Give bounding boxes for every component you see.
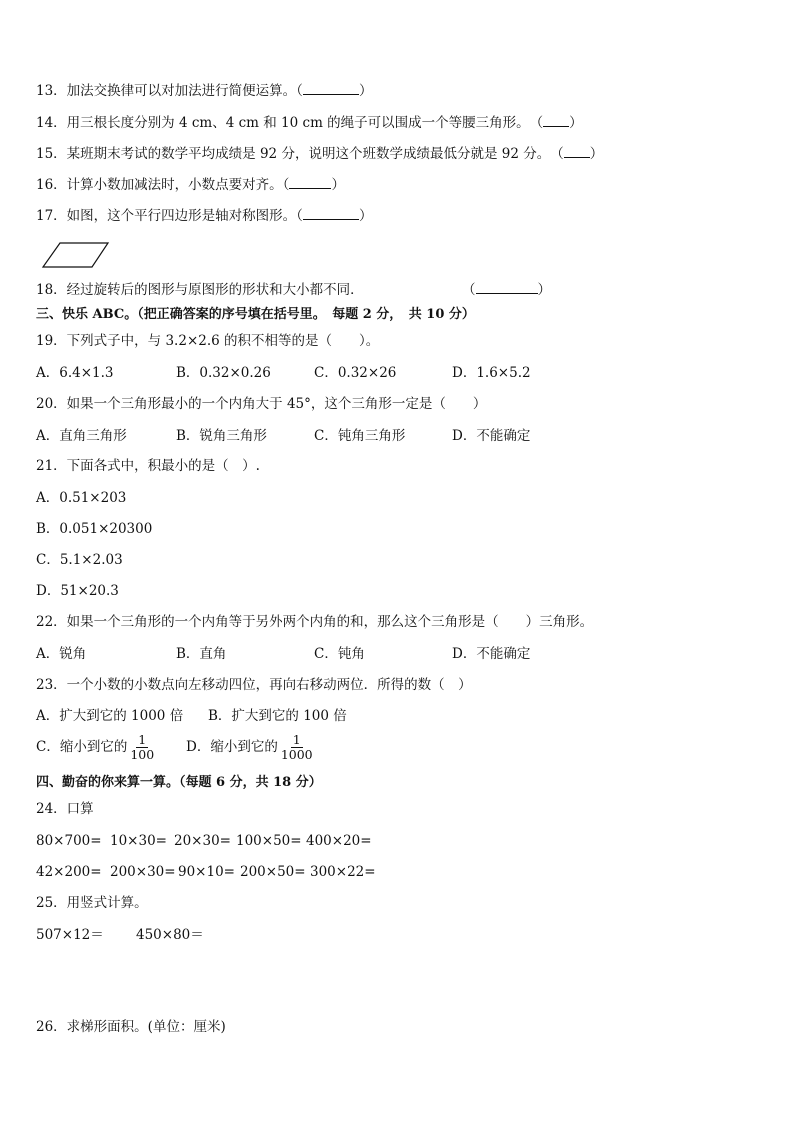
question-26-text: 26．求梯形面积。(单位：厘米) (36, 1019, 226, 1035)
fraction-one-hundredth: $\frac{1}{100}$ (130, 732, 155, 762)
oral-calc-item: 400×20= (306, 833, 372, 849)
question-13: 13．加法交换律可以对加法进行简便运算。（ ） (36, 83, 373, 99)
q19-option-c[interactable]: C．0.32×26 (314, 365, 397, 381)
q23-option-a[interactable]: A．扩大到它的 1000 倍 (36, 708, 184, 724)
q19-option-a[interactable]: A．6.4×1.3 (36, 365, 114, 381)
question-16-text: 16．计算小数加减法时，小数点要对齐。（ (36, 177, 290, 193)
answer-blank-15[interactable] (564, 145, 590, 158)
answer-blank-13[interactable] (303, 82, 359, 95)
section-3-heading: 三、快乐 ABC。（把正确答案的序号填在括号里。 每题 2 分， 共 10 分） (36, 307, 475, 322)
q19-option-b[interactable]: B．0.32×0.26 (176, 365, 271, 381)
question-15-text: 15．某班期末考试的数学平均成绩是 92 分，说明这个班数学成绩最低分就是 92 分。 （ (36, 146, 564, 162)
q22-option-b[interactable]: B．直角 (176, 646, 227, 662)
answer-blank-16[interactable] (289, 176, 331, 189)
q23-option-c[interactable]: C．缩小到它的 $\frac{1}{100}$ (36, 732, 155, 762)
question-13-text: 13．加法交换律可以对加法进行简便运算。（ (36, 83, 303, 99)
q20-option-c[interactable]: C．钝角三角形 (314, 428, 406, 444)
q21-option-c[interactable]: C．5.1×2.03 (36, 552, 123, 568)
q22-option-d[interactable]: D．不能确定 (452, 646, 531, 662)
q22-option-c[interactable]: C．钝角 (314, 646, 365, 662)
oral-calc-item: 20×30= (174, 833, 231, 849)
q22-option-a[interactable]: A．锐角 (36, 646, 87, 662)
question-22-text: 22．如果一个三角形的一个内角等于另外两个内角的和，那么这个三角形是（ ）三角形。 (36, 614, 594, 630)
q23-option-b[interactable]: B．扩大到它的 100 倍 (208, 708, 347, 724)
question-14-text: 14．用三根长度分别为 4 cm、4 cm 和 10 cm 的绳子可以围成一个等腰三角形。 （ (36, 115, 544, 131)
vertical-calc-item: 450×80＝ (136, 927, 204, 943)
question-15: 15．某班期末考试的数学平均成绩是 92 分，说明这个班数学成绩最低分就是 92 分。 （ ） (36, 146, 604, 162)
q20-option-d[interactable]: D．不能确定 (452, 428, 531, 444)
answer-blank-14[interactable] (543, 114, 569, 127)
question-16: 16．计算小数加减法时，小数点要对齐。（ ） (36, 177, 345, 193)
q21-option-d[interactable]: D．51×20.3 (36, 583, 119, 599)
question-18 (36, 281, 364, 299)
section-4-heading: 四、勤奋的你来算一算。（每题 6 分，共 18 分） (36, 775, 322, 790)
oral-calc-item: 80×700= (36, 833, 102, 849)
q21-option-a[interactable]: A．0.51×203 (36, 490, 127, 506)
oral-calc-item: 200×30= (110, 864, 176, 880)
question-21-text: 21．下面各式中，积最小的是（ ）. (36, 458, 260, 474)
oral-calc-item: 42×200= (36, 864, 102, 880)
answer-blank-18[interactable] (476, 281, 538, 294)
question-23-text: 23．一个小数的小数点向左移动四位，再向右移动两位．所得的数（ ） (36, 677, 472, 693)
oral-calc-item: 100×50= (236, 833, 302, 849)
q19-option-d[interactable]: D．1.6×5.2 (452, 365, 531, 381)
oral-calc-item: 200×50= (240, 864, 306, 880)
question-25-text: 25．用竖式计算。 (36, 895, 148, 911)
question-18-answer: （ ） (462, 282, 551, 298)
parallelogram-figure (40, 240, 112, 270)
fraction-one-thousandth: $\frac{1}{1000}$ (280, 732, 313, 762)
question-17-text: 17．如图，这个平行四边形是轴对称图形。（ (36, 208, 303, 224)
question-24-text: 24．口算 (36, 801, 94, 817)
oral-calc-item: 10×30= (110, 833, 167, 849)
oral-calc-item: 300×22= (310, 864, 376, 880)
question-17: 17．如图，这个平行四边形是轴对称图形。（ ） (36, 208, 373, 224)
question-18-text: 18．经过旋转后的图形与原图形的形状和大小都不同． (36, 282, 364, 298)
q20-option-b[interactable]: B．锐角三角形 (176, 428, 267, 444)
answer-blank-17[interactable] (303, 207, 359, 220)
q21-option-b[interactable]: B．0.051×20300 (36, 521, 153, 537)
vertical-calc-item: 507×12＝ (36, 927, 104, 943)
q20-option-a[interactable]: A．直角三角形 (36, 428, 127, 444)
question-20-text: 20．如果一个三角形最小的一个内角大于 45°，这个三角形一定是（ ） (36, 396, 487, 412)
oral-calc-item: 90×10= (178, 864, 235, 880)
question-19-text: 19．下列式子中，与 3.2×2.6 的积不相等的是（ ）。 (36, 333, 380, 349)
q23-option-d[interactable]: D．缩小到它的 $\frac{1}{1000}$ (186, 732, 313, 762)
question-14: 14．用三根长度分别为 4 cm、4 cm 和 10 cm 的绳子可以围成一个等腰三角形。 （ ） (36, 115, 583, 131)
